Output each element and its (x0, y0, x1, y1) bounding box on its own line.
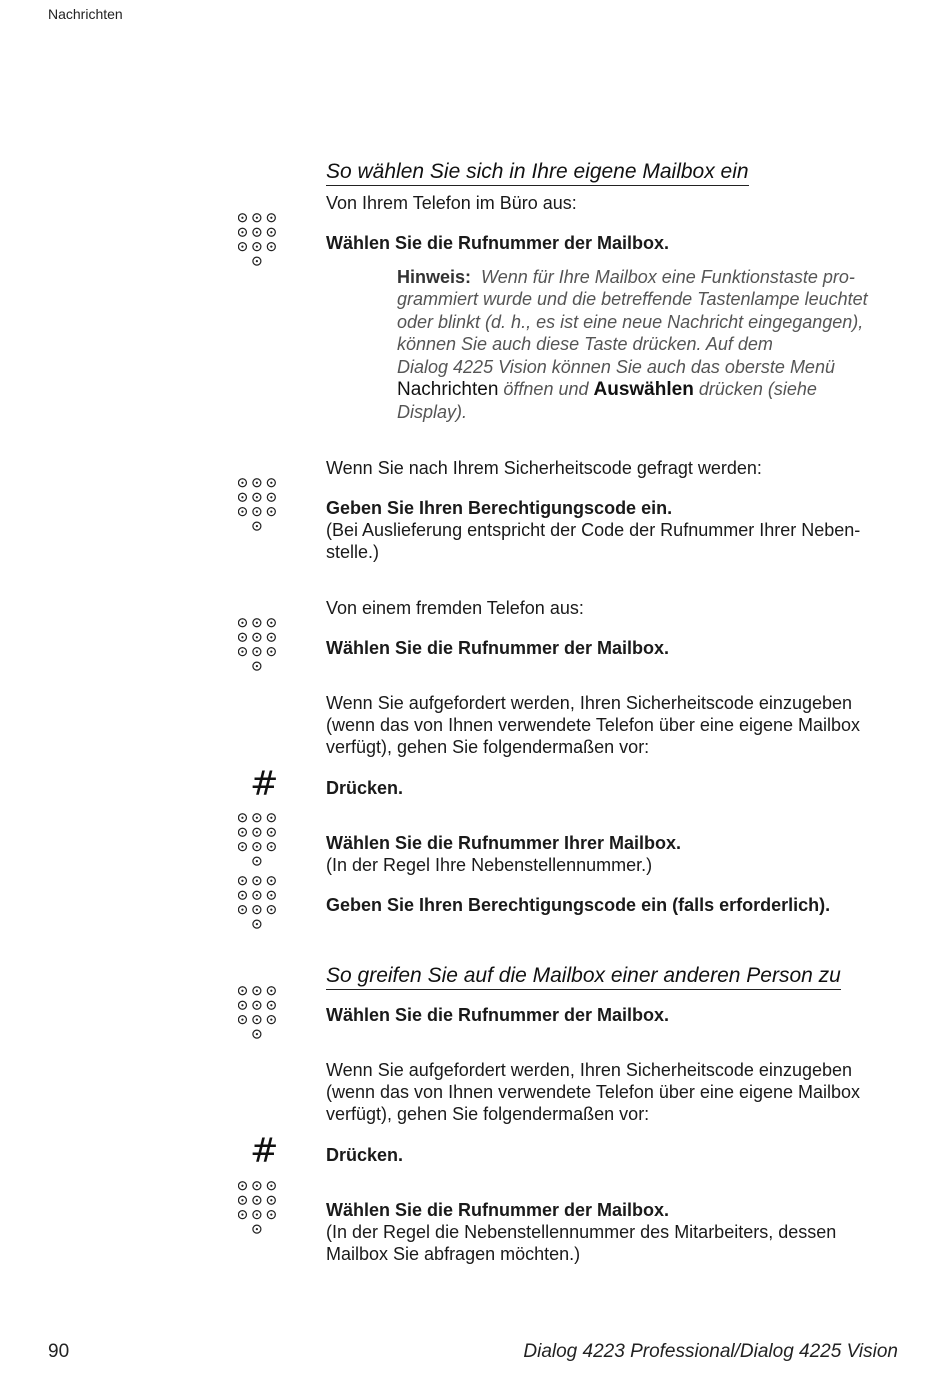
delivery-note-line-2: stelle.) (326, 542, 380, 562)
hint-line: Wenn für Ihre Mailbox eine Funktionstaste pro- (481, 267, 855, 287)
delivery-note-line-1: (Bei Auslieferung entspricht der Code der Rufnummer Ihrer Neben- (326, 520, 861, 540)
enter-code-optional-instruction: Geben Sie Ihren Berechtigungscode ein (falls erforderlich). (326, 895, 831, 915)
prompt-line: Wenn Sie aufgefordert werden, Ihren Sicherheitscode einzugeben (326, 693, 853, 713)
prompt-line: verfügt), gehen Sie folgendermaßen vor: (326, 737, 650, 757)
hint-line: oder blinkt (d. h., es ist eine neue Nachricht eingegangen), (397, 311, 864, 332)
dial-mailbox-instruction: Wählen Sie die Rufnummer der Mailbox. (326, 233, 670, 253)
keypad-icon (238, 876, 278, 930)
dial-own-mailbox-note: (In der Regel Ihre Nebenstellennummer.) (326, 855, 653, 875)
prompt-line: (wenn das von Ihnen verwendete Telefon über eine eigene Mailbox (326, 1082, 861, 1102)
from-office-text: Von Ihrem Telefon im Büro aus: (326, 193, 577, 213)
hash-key-icon: # (250, 764, 279, 804)
footer-title: Dialog 4223 Professional/Dialog 4225 Vision (523, 1341, 898, 1362)
hint-label: Hinweis: (397, 267, 472, 287)
keypad-icon (238, 813, 278, 867)
enter-code-instruction: Geben Sie Ihren Berechtigungscode ein. (326, 498, 673, 518)
dial-mailbox-instruction-4: Wählen Sie die Rufnummer der Mailbox. (326, 1200, 670, 1220)
press-instruction: Drücken. (326, 778, 404, 798)
keypad-icon (238, 618, 278, 672)
running-header: Nachrichten (48, 6, 123, 22)
prompt-line: Wenn Sie aufgefordert werden, Ihren Sicherheitscode einzugeben (326, 1060, 853, 1080)
press-instruction-2: Drücken. (326, 1145, 404, 1165)
menu-nachrichten: Nachrichten (397, 379, 499, 401)
keypad-icon (238, 213, 278, 267)
colleague-note-line-1: (In der Regel die Nebenstellennummer des Mitarbeiters, dessen (326, 1222, 837, 1242)
dial-mailbox-instruction-2: Wählen Sie die Rufnummer der Mailbox. (326, 638, 670, 658)
code-prompt-text: Wenn Sie nach Ihrem Sicherheitscode gefragt werden: (326, 458, 762, 478)
keypad-icon (238, 986, 278, 1040)
page-number: 90 (48, 1341, 70, 1362)
from-other-text: Von einem fremden Telefon aus: (326, 598, 584, 618)
hint-note (397, 266, 907, 424)
keypad-icon (238, 478, 278, 532)
hint-text: drücken (siehe (698, 379, 817, 400)
dial-own-mailbox-instruction: Wählen Sie die Rufnummer Ihrer Mailbox. (326, 833, 682, 853)
section-heading-other-mailbox: So greifen Sie auf die Mailbox einer anderen Person zu (326, 964, 841, 990)
menu-auswaehlen: Auswählen (593, 379, 694, 401)
section-heading-own-mailbox: So wählen Sie sich in Ihre eigene Mailbox ein (326, 160, 749, 186)
hash-key-icon: # (250, 1131, 279, 1171)
prompt-line: (wenn das von Ihnen verwendete Telefon über eine eigene Mailbox (326, 715, 861, 735)
hint-line: grammiert wurde und die betreffende Tastenlampe leuchtet (397, 289, 868, 310)
keypad-icon (238, 1181, 278, 1235)
hint-text: öffnen und (503, 379, 589, 400)
hint-line: Display). (397, 402, 468, 423)
hint-line: können Sie auch diese Taste drücken. Auf dem (397, 334, 773, 355)
dial-mailbox-instruction-3: Wählen Sie die Rufnummer der Mailbox. (326, 1005, 670, 1025)
prompt-line: verfügt), gehen Sie folgendermaßen vor: (326, 1104, 650, 1124)
colleague-note-line-2: Mailbox Sie abfragen möchten.) (326, 1244, 581, 1264)
hint-line: Dialog 4225 Vision können Sie auch das oberste Menü (397, 356, 835, 377)
